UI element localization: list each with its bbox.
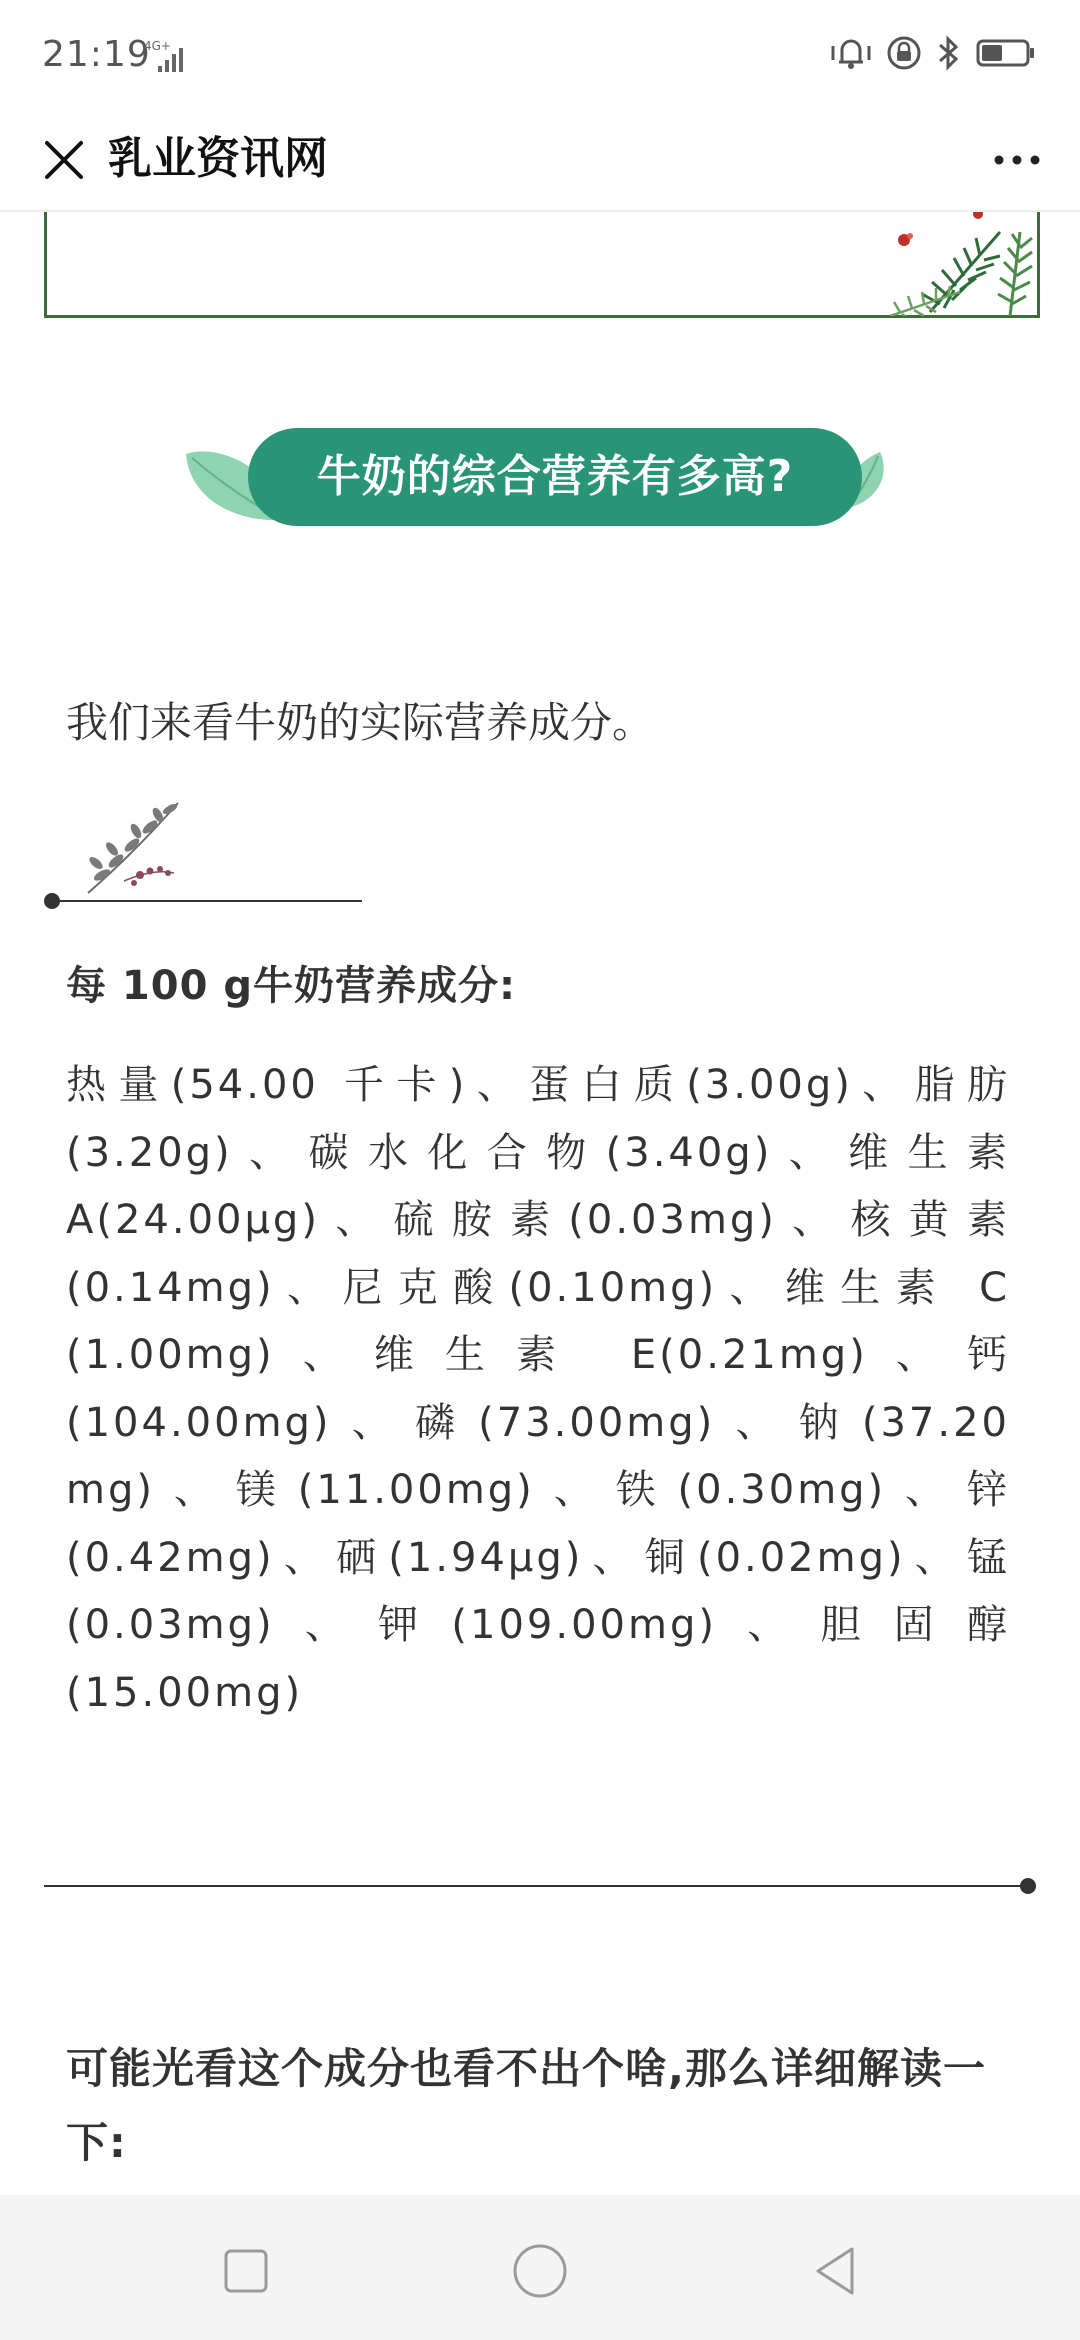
pine-branch-decoration	[860, 212, 1040, 320]
more-button[interactable]	[982, 126, 1052, 194]
more-dots-icon	[982, 126, 1052, 194]
section-title: 牛奶的综合营养有多高?	[248, 428, 862, 526]
status-bar	[0, 0, 1080, 110]
divider-short	[50, 900, 362, 902]
app-header	[0, 110, 1080, 212]
divider-dot	[44, 893, 60, 909]
close-icon	[30, 126, 98, 194]
network-type: 4G+	[144, 39, 171, 53]
article-content[interactable]	[0, 212, 1080, 2195]
divider-long	[44, 1885, 1030, 1887]
intro-paragraph: 我们来看牛奶的实际营养成分。	[66, 698, 655, 747]
vibrate-icon	[830, 34, 872, 76]
home-button[interactable]	[500, 2231, 580, 2311]
system-nav-bar	[0, 2195, 1080, 2340]
divider-dot-right	[1020, 1878, 1036, 1894]
lock-rotation-icon	[886, 35, 922, 75]
recent-apps-button[interactable]	[206, 2231, 286, 2311]
close-button[interactable]	[30, 126, 98, 194]
sprig-decoration-icon	[78, 797, 198, 901]
section-title-banner	[180, 412, 900, 542]
nutrients-paragraph: 热量(54.00 千卡)、蛋白质(3.00g)、脂肪(3.20g)、碳水化合物(3.40g)、维生素 A(24.00μg)、硫胺素(0.03mg)、核黄素(0.14mg)、尼克酸(0.10mg)、维生素 C (1.00mg)、维生素 E(0.21mg)、钙(104.00mg)、磷(73.00mg)、钠(37.20 mg)、镁(11.00mg)、铁(0.30mg)、锌(0.42mg)、硒(1.94μg)、铜(0.02mg)、锰(0.03mg)、钾(109.00mg)、胆固醇(15.00mg)	[66, 1062, 1010, 1716]
bluetooth-icon	[936, 35, 962, 75]
signal-icon	[142, 38, 198, 78]
back-icon	[804, 2241, 864, 2301]
nutrients-subheading: 每 100 g牛奶营养成分:	[66, 963, 516, 1009]
home-icon	[505, 2236, 575, 2306]
page-title: 乳业资讯网	[108, 133, 328, 184]
back-button[interactable]	[794, 2231, 874, 2311]
status-time: 21:19	[42, 34, 151, 75]
status-icons	[830, 34, 1036, 76]
recent-apps-icon	[216, 2241, 276, 2301]
follow-up-heading: 可能光看这个成分也看不出个啥,那么详细解读一下:	[66, 2044, 986, 2167]
battery-icon	[976, 38, 1036, 72]
